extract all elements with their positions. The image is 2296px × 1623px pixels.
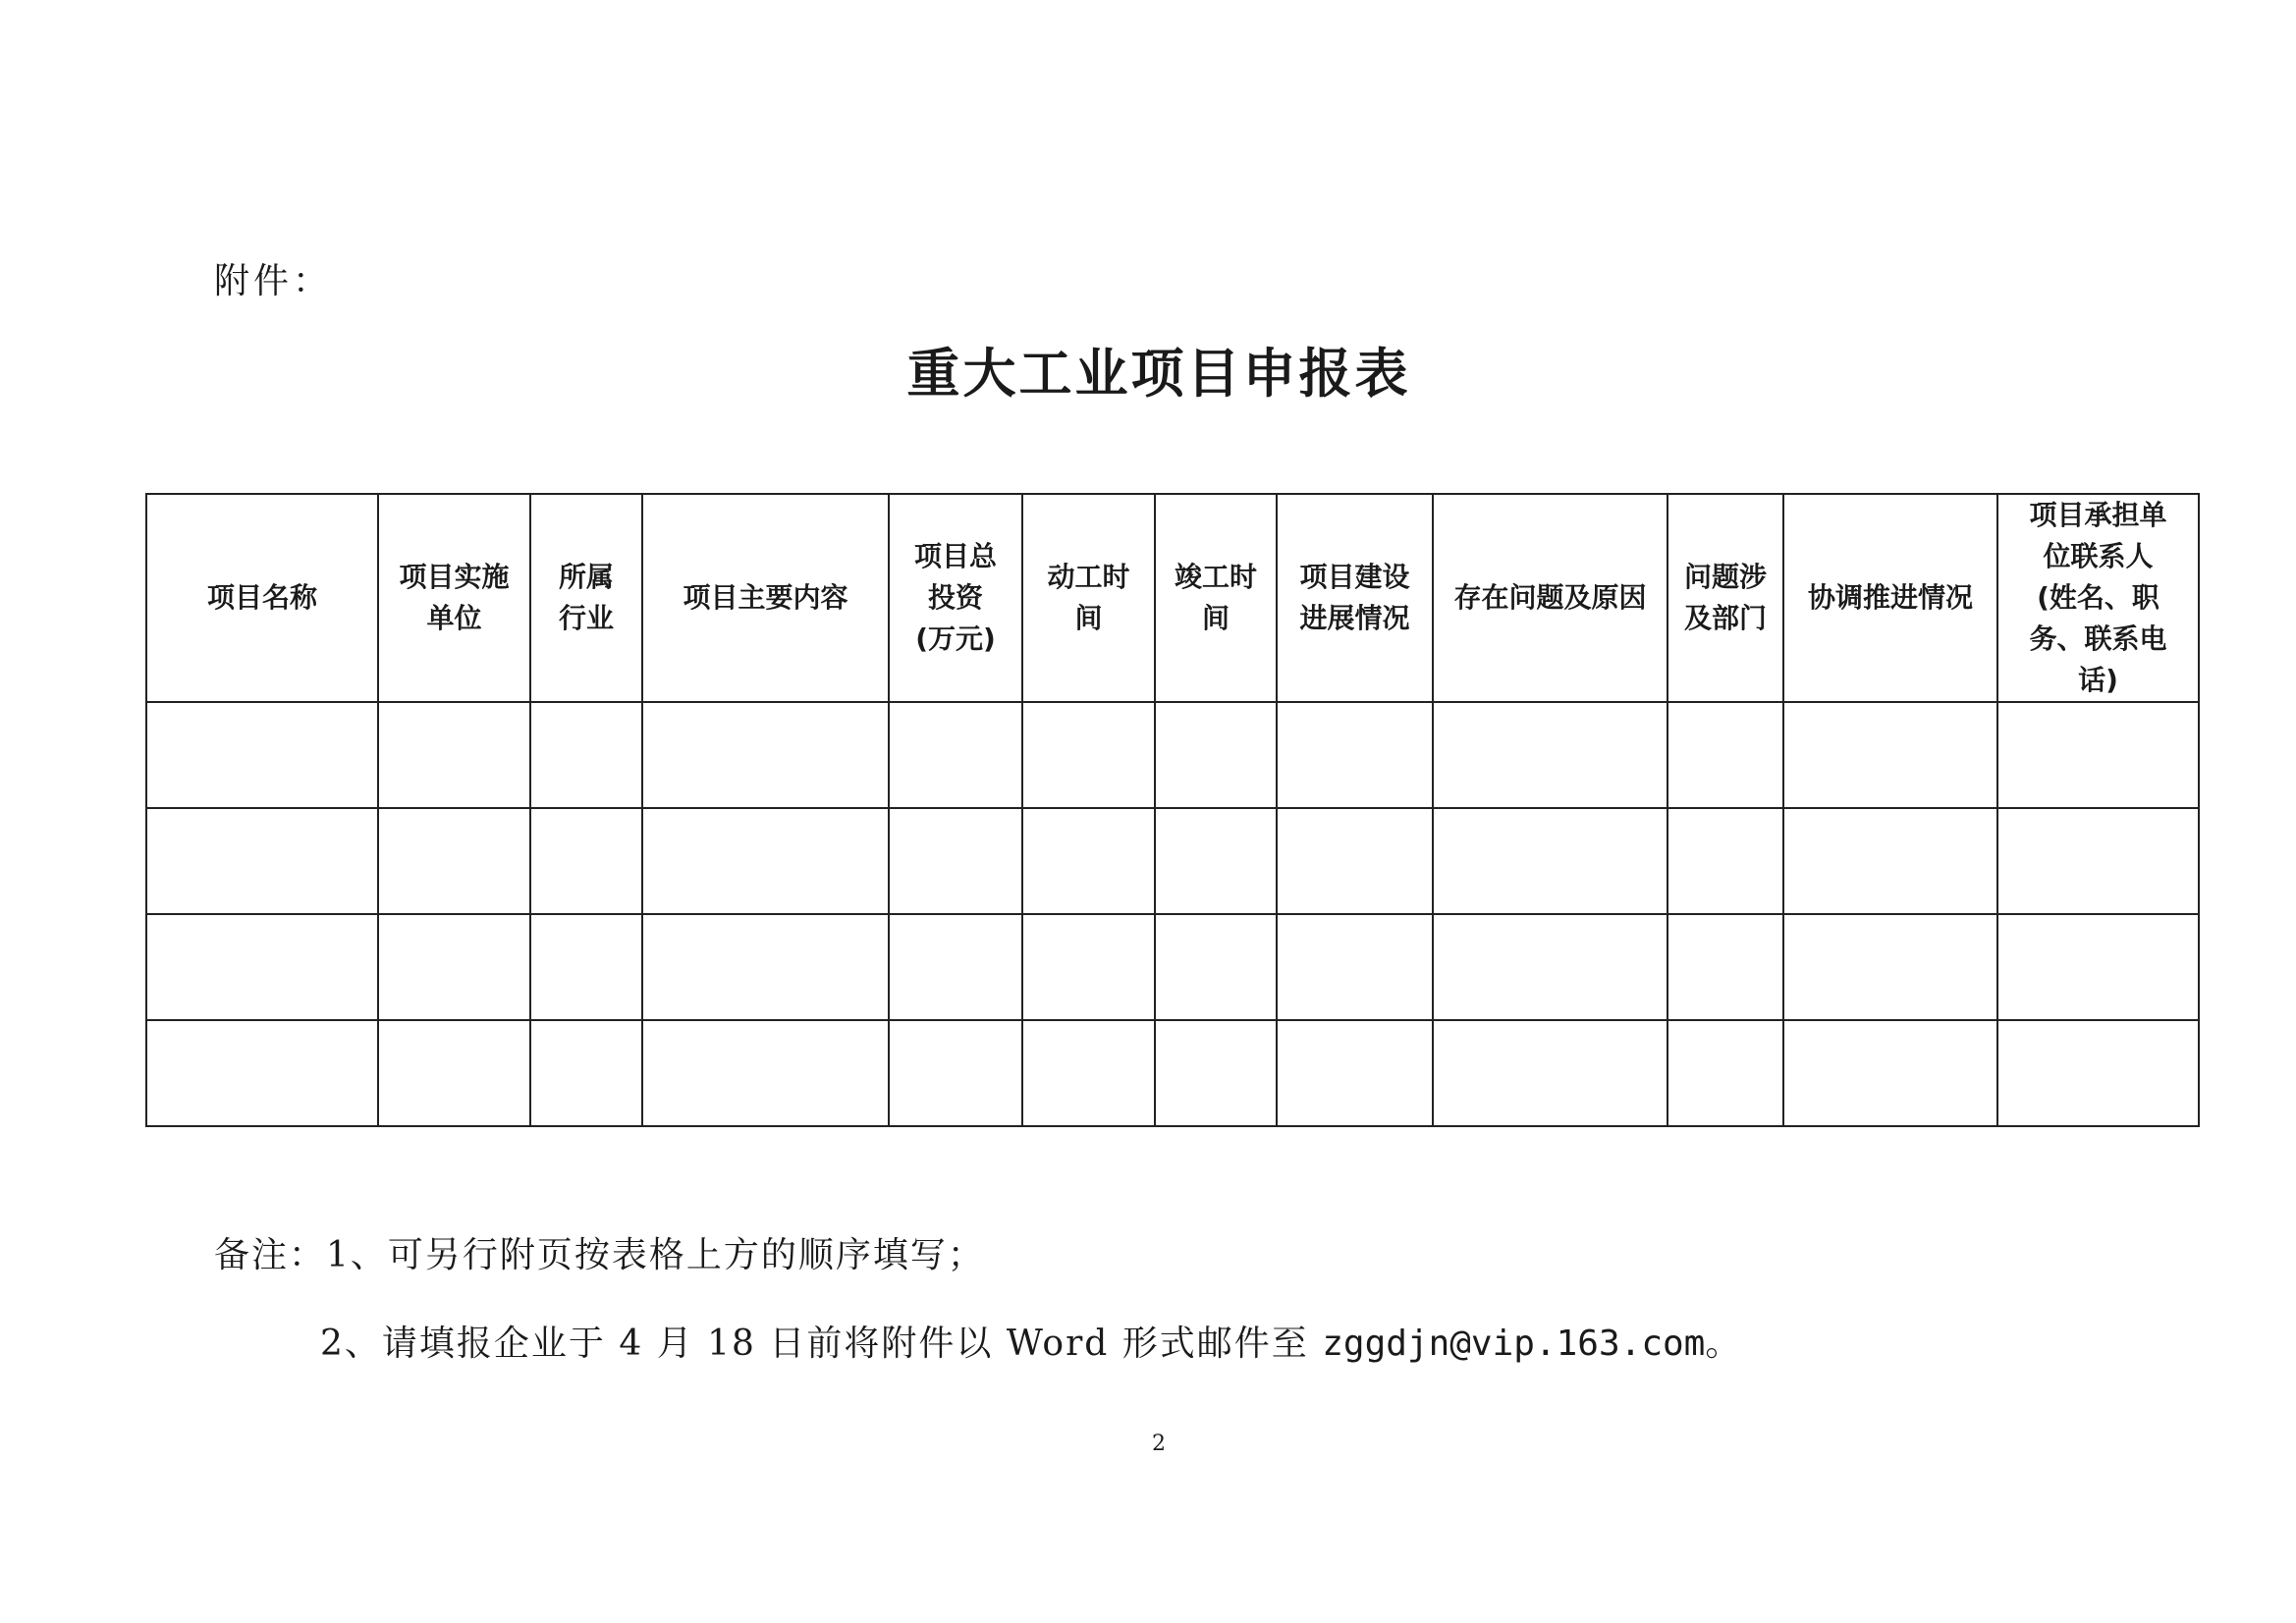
table-cell[interactable]: [530, 1020, 642, 1126]
table-row: [146, 702, 2199, 808]
table-cell[interactable]: [1155, 808, 1277, 914]
table-cell[interactable]: [642, 914, 889, 1020]
header-construction-progress: 项目建设进展情况: [1277, 494, 1433, 702]
contact-email: zggdjn@vip.163.com: [1322, 1324, 1706, 1364]
header-total-investment: 项目总投资(万元): [889, 494, 1022, 702]
table-cell[interactable]: [1783, 1020, 1997, 1126]
table-cell[interactable]: [642, 702, 889, 808]
note-2-end: 。: [1705, 1324, 1743, 1364]
table-cell[interactable]: [146, 808, 378, 914]
table-cell[interactable]: [530, 702, 642, 808]
table-cell[interactable]: [378, 1020, 530, 1126]
table-cell[interactable]: [1277, 914, 1433, 1020]
table-cell[interactable]: [1155, 1020, 1277, 1126]
table-cell[interactable]: [1155, 914, 1277, 1020]
table-cell[interactable]: [1997, 702, 2199, 808]
header-coordination-status: 协调推进情况: [1783, 494, 1997, 702]
table-cell[interactable]: [1277, 702, 1433, 808]
table-cell[interactable]: [889, 1020, 1022, 1126]
table-cell[interactable]: [1433, 914, 1667, 1020]
table-cell[interactable]: [1783, 914, 1997, 1020]
note-2: [320, 1316, 1742, 1366]
table-cell[interactable]: [889, 808, 1022, 914]
table-cell[interactable]: [889, 702, 1022, 808]
table-cell[interactable]: [1997, 808, 2199, 914]
table-cell[interactable]: [1667, 1020, 1783, 1126]
page-number: 2: [1152, 1432, 1166, 1456]
table-cell[interactable]: [1997, 914, 2199, 1020]
table-cell[interactable]: [1783, 808, 1997, 914]
table-cell[interactable]: [1667, 702, 1783, 808]
table-cell[interactable]: [1022, 1020, 1155, 1126]
table-cell[interactable]: [146, 914, 378, 1020]
table-cell[interactable]: [1277, 1020, 1433, 1126]
table-cell[interactable]: [642, 808, 889, 914]
table-cell[interactable]: [1997, 1020, 2199, 1126]
attachment-label: 附件：: [214, 261, 333, 301]
table-cell[interactable]: [530, 808, 642, 914]
table-cell[interactable]: [1155, 702, 1277, 808]
table-cell[interactable]: [1277, 808, 1433, 914]
table-cell[interactable]: [1433, 1020, 1667, 1126]
note-2-text: 2、请填报企业于 4 月 18 日前将附件以 Word 形式邮件至: [320, 1324, 1323, 1364]
table-cell[interactable]: [1783, 702, 1997, 808]
table-cell[interactable]: [1667, 808, 1783, 914]
header-project-name: 项目名称: [146, 494, 378, 702]
header-industry: 所属行业: [530, 494, 642, 702]
note-1: 备注：1、可另行附页按表格上方的顺序填写；: [214, 1235, 985, 1275]
header-departments-involved: 问题涉及部门: [1667, 494, 1783, 702]
table-cell[interactable]: [146, 702, 378, 808]
table-cell[interactable]: [378, 702, 530, 808]
header-main-content: 项目主要内容: [642, 494, 889, 702]
table-cell[interactable]: [1022, 702, 1155, 808]
table-row: [146, 914, 2199, 1020]
table-row: [146, 808, 2199, 914]
table-cell[interactable]: [530, 914, 642, 1020]
table-cell[interactable]: [642, 1020, 889, 1126]
table-cell[interactable]: [1022, 914, 1155, 1020]
table-cell[interactable]: [1667, 914, 1783, 1020]
table-cell[interactable]: [1433, 702, 1667, 808]
document-title: 重大工业项目申报表: [906, 343, 1411, 405]
table-cell[interactable]: [378, 808, 530, 914]
table-cell[interactable]: [1433, 808, 1667, 914]
table-row: [146, 1020, 2199, 1126]
header-start-time: 动工时间: [1022, 494, 1155, 702]
header-contact-person: 项目承担单位联系人(姓名、职务、联系电话): [1997, 494, 2199, 702]
header-implementing-unit: 项目实施单位: [378, 494, 530, 702]
table-cell[interactable]: [378, 914, 530, 1020]
table-cell[interactable]: [146, 1020, 378, 1126]
table-header-row: [146, 494, 2199, 702]
application-form-table: [145, 493, 2200, 1127]
table-cell[interactable]: [1022, 808, 1155, 914]
header-completion-time: 竣工时间: [1155, 494, 1277, 702]
header-problems-and-causes: 存在问题及原因: [1433, 494, 1667, 702]
table-cell[interactable]: [889, 914, 1022, 1020]
